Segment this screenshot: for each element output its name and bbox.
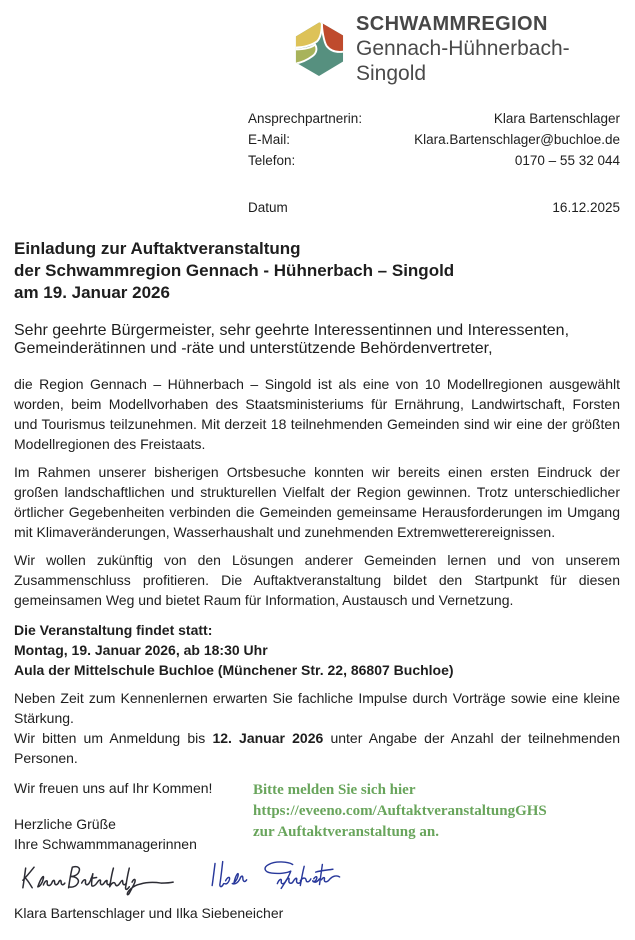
registration-note [253, 780, 593, 843]
closing-invite: Wir freuen uns auf Ihr Kommen! [14, 780, 213, 796]
registration-line-3: zur Auftaktveranstaltung an. [253, 824, 439, 840]
anmeldung-deadline: 12. Januar 2026 [212, 730, 324, 746]
contact-row-person [248, 108, 620, 129]
title-line-1: Einladung zur Auftaktveranstaltung [14, 239, 301, 258]
date-row [248, 197, 620, 218]
contact-person-value: Klara Bartenschlager [493, 111, 620, 126]
contact-label: Ansprechpartnerin: [248, 111, 363, 126]
schwammregion-logo [292, 12, 620, 86]
anmeldung-text-2: unter Angabe der Anzahl der teilnehmenden Personen. [14, 730, 620, 766]
logo-hexagon-icon [292, 21, 346, 77]
logo-subtitle: Gennach-Hühnerbach-Singold [356, 37, 570, 85]
date-value: 16.12.2025 [552, 200, 620, 215]
event-line-intro: Die Veranstaltung findet statt: [14, 622, 213, 638]
signature-names-line: Klara Bartenschlager und Ilka Siebeneicher [14, 905, 284, 921]
event-line-date: Montag, 19. Januar 2026, ab 18:30 Uhr [14, 642, 268, 658]
contact-label: Telefon: [248, 153, 296, 168]
letter-title [14, 238, 620, 304]
letter-head [14, 12, 620, 86]
logo-title: SCHWAMMREGION [356, 13, 548, 35]
greeting-line-2: Ihre Schwammmanagerinnen [14, 836, 197, 852]
date-label: Datum [248, 200, 288, 215]
paragraph-zusammenschluss: Wir wollen zukünftig von den Lösungen anderer Gemeinden lernen und von unserem Zusammenschluss profitieren. Die Auftaktveranstaltung bildet den Startpunkt für diesen gemeinsamen Weg und bietet Raum für Information, Austausch und Vernetzung. [14, 552, 620, 608]
logo-text [356, 12, 620, 86]
signatures [14, 856, 620, 898]
letter-page [0, 12, 635, 940]
signature-ilka-siebeneicher [208, 852, 362, 898]
contact-phone-value: 0170 – 55 32 044 [514, 153, 620, 168]
contact-block [248, 108, 620, 218]
paragraph-programm: Neben Zeit zum Kennenlernen erwarten Sie fachliche Impulse durch Vorträge sowie eine kleine Stärkung. [14, 690, 620, 726]
title-line-2: der Schwammregion Gennach - Hühnerbach – Singold [14, 261, 455, 280]
anmeldung-text-1: Wir bitten um Anmeldung bis [14, 730, 213, 746]
signature-klara-bartenschlager [14, 856, 182, 898]
contact-email-value: Klara.Bartenschlager@buchloe.de [414, 132, 620, 147]
paragraph-anmeldung [14, 728, 620, 768]
contact-row-phone [248, 150, 620, 171]
paragraph-ortsbesuche: Im Rahmen unserer bisherigen Ortsbesuche konnten wir bereits einen ersten Eindruck der großen landschaftlichen und strukturellen Vielfalt der Region gewinnen. Trotz unterschiedlicher örtlicher Gegebenheiten verbinden die Gemeinden gemeinsame Herausforderungen im Umgang mit Klimaveränderungen, Wasserhaushalt und zunehmenden Extremwetterereignissen. [14, 464, 620, 540]
paragraph-modellregion: die Region Gennach – Hühnerbach – Singold ist als eine von 10 Modellregionen ausgewählt worden, beim Modellvorhaben des Staatsministeriums für Ernährung, Landwirtschaft, Forsten und Tourismus teilzunehmen. Mit derzeit 18 teilnehmenden Gemeinden sind wir eine der größten Modellregionen des Freistaats. [14, 376, 620, 452]
registration-line-1: Bitte melden Sie sich hier [253, 782, 416, 798]
contact-label: E-Mail: [248, 132, 291, 147]
salutation-line-2: Gemeinderätinnen und -räte und unterstützende Behördenvertreter, [14, 340, 493, 357]
event-details [14, 620, 620, 680]
registration-url-link[interactable]: https://eveeno.com/AuftaktveranstaltungGHS [253, 803, 547, 819]
closing-row [14, 778, 620, 854]
contact-row-email [248, 129, 620, 150]
salutation-line-1: Sehr geehrte Bürgermeister, sehr geehrte Interessentinnen und Interessenten, [14, 322, 570, 339]
greeting-line-1: Herzliche Grüße [14, 816, 116, 832]
event-line-location: Aula der Mittelschule Buchloe (Münchener Str. 22, 86807 Buchloe) [14, 662, 454, 678]
title-line-3: am 19. Januar 2026 [14, 283, 170, 302]
